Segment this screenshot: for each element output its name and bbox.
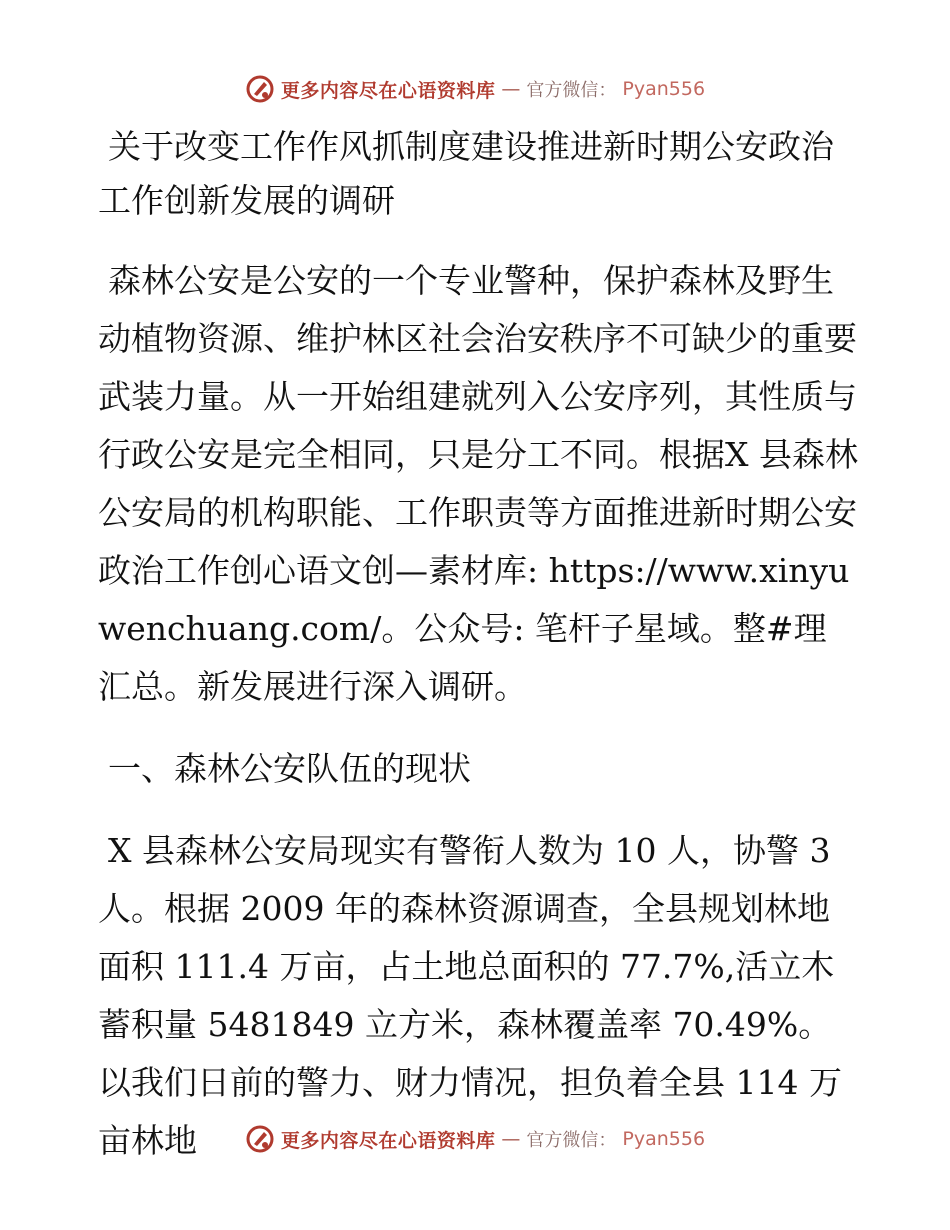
watermark-separator: —: [501, 1128, 521, 1150]
watermark-wechat-id: Pyan556: [622, 1128, 706, 1150]
section-heading: 一、森林公安队伍的现状: [108, 749, 471, 788]
paragraph-intro: 森林公安是公安的一个专业警种，保护森林及野生动植物资源、维护林区社会治安秩序不可缺少的重要武装力量。从一开始组建就列入公安序列，其性质与行政公安是完全相同，只是分工不同。根据X 县森林公安局的机构职能、工作职责等方面推进新时期公安政治工作创心语文创—素材库: https://www.xinyuwenchuang.com/。公众号: 笔杆子星域。整#理汇总。新发展进行深入调研。: [98, 261, 858, 706]
watermark-wechat-label: 官方微信：: [526, 80, 617, 101]
brand-logo-icon: [245, 1124, 275, 1154]
watermark-separator: —: [501, 78, 521, 100]
watermark-text: 更多内容尽在心语资料库: [280, 1129, 496, 1152]
watermark-footer: [0, 1124, 950, 1154]
brand-logo-icon: [245, 74, 275, 104]
watermark-header: [0, 74, 950, 104]
document-body: [98, 120, 858, 1194]
document-title: 关于改变工作作风抓制度建设推进新时期公安政治工作创新发展的调研: [98, 127, 834, 220]
watermark-wechat-id: Pyan556: [622, 78, 706, 100]
paragraph-status: X 县森林公安局现实有警衔人数为 10 人，协警 3人。根据 2009 年的森林资源调查，全县规划林地面积 111.4 万亩，占土地总面积的 77.7%,活立木蓄积量 5481849 立方米，森林覆盖率 70.49%。以我们日前的警力、财力情况，担负着全县 114 万亩林地: [98, 831, 842, 1160]
watermark-text: 更多内容尽在心语资料库: [280, 79, 496, 102]
watermark-wechat-label: 官方微信：: [526, 1130, 617, 1151]
